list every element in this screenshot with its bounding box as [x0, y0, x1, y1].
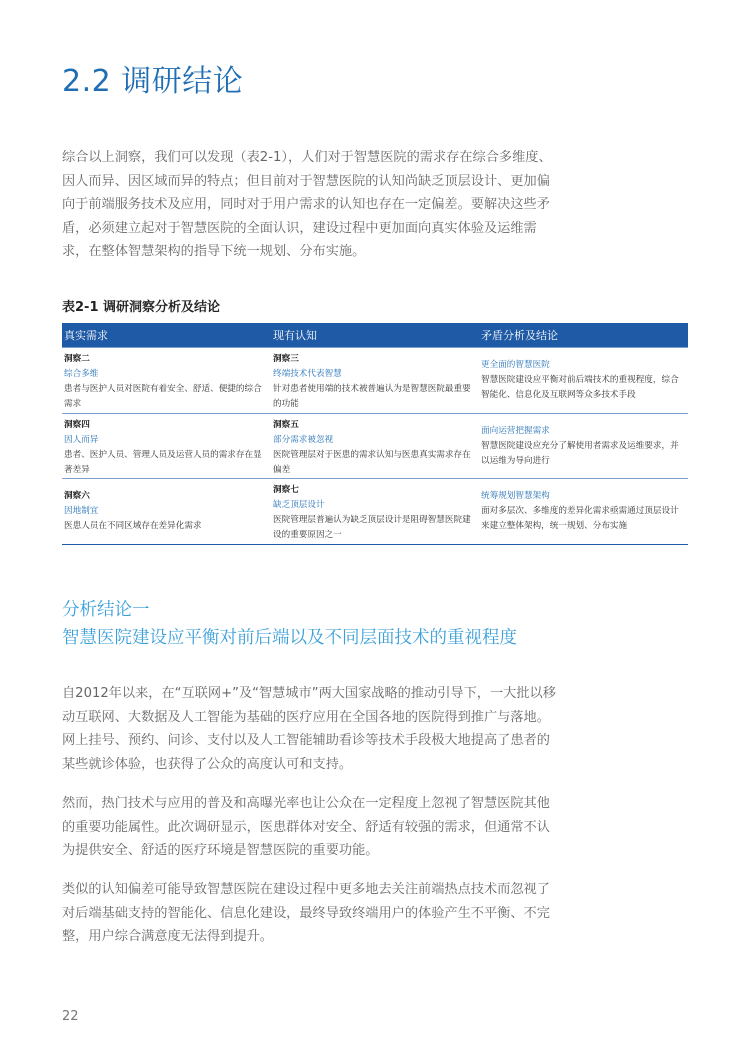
table-cell: [271, 348, 479, 413]
body-paragraph-3: 类似的认知偏差可能导致智慧医院在建设过程中更多地去关注前端热点技术而忽视了对后端基础支持的智能化、信息化建设，最终导致终端用户的体验产生不平衡、不完整，用户综合满意度无法得到提升。: [62, 882, 550, 944]
section-heading-line2: 智慧医院建设应平衡对前后端以及不同层面技术的重视程度: [62, 628, 517, 648]
insight-title: 洞察六: [64, 491, 90, 501]
table-cell: [479, 414, 688, 478]
table-cell: [271, 414, 479, 478]
insight-text: 医患人员在不同区域存在差异化需求: [64, 521, 202, 531]
table-row: [62, 413, 688, 478]
insight-subtitle: 因人而异: [64, 435, 99, 445]
insight-subtitle: 因地制宜: [64, 506, 99, 516]
insight-title: 洞察三: [273, 354, 299, 364]
insight-subtitle: 部分需求被忽视: [273, 435, 334, 445]
conclusion-text: 智慧医院建设应充分了解使用者需求及运维要求，并以运维为导向进行: [481, 440, 679, 466]
insight-subtitle: 综合多维: [64, 369, 99, 379]
insight-text: 医院管理层对于医患的需求认知与医患真实需求存在偏差: [273, 450, 471, 475]
conclusion-text: 面对多层次、多维度的差异化需求亟需通过顶层设计来建立整体架构，统一规划、分布实施: [481, 506, 679, 531]
insight-table: [62, 323, 688, 545]
table-header-current-cognition: 现有认知: [273, 329, 317, 342]
section-heading: [62, 596, 517, 652]
table-cell: [479, 348, 688, 413]
insight-subtitle: 缺乏顶层设计: [273, 500, 325, 510]
insight-text: 针对患者使用端的技术被普遍认为是智慧医院最重要的功能: [273, 384, 471, 409]
conclusion-subtitle: 统筹规划智慧架构: [481, 491, 550, 501]
insight-subtitle: 终端技术代表智慧: [273, 369, 342, 379]
insight-text: 医院管理层普遍认为缺乏顶层设计是阻碍智慧医院建设的重要原因之一: [273, 515, 471, 540]
insight-title: 洞察五: [273, 420, 299, 430]
table-cell: [271, 479, 479, 544]
page-number: 22: [62, 1009, 79, 1024]
table-cell: [62, 348, 271, 413]
intro-paragraph: 综合以上洞察，我们可以发现（表2-1），人们对于智慧医院的需求存在综合多维度、因人而异、因区域而异的特点；但目前对于智慧医院的认知尚缺乏顶层设计、更加偏向于前端服务技术及应用，同时对于用户需求的认知也存在一定偏差。要解决这些矛盾，必须建立起对于智慧医院的全面认识，建设过程中更加面向真实体验及运维需求，在整体智慧架构的指导下统一规划、分布实施。: [62, 150, 552, 259]
insight-text: 患者与医护人员对医院有着安全、舒适、便捷的综合需求: [64, 384, 262, 409]
body-paragraph-2: 然而，热门技术与应用的普及和高曝光率也让公众在一定程度上忽视了智慧医院其他的重要功能属性。此次调研显示，医患群体对安全、舒适有较强的需求，但通常不认为提供安全、舒适的医疗环境是智慧医院的重要功能。: [62, 796, 550, 858]
table-header-real-needs: 真实需求: [64, 329, 108, 342]
section-heading-line1: 分析结论一: [62, 600, 150, 620]
conclusion-subtitle: 更全面的智慧医院: [481, 360, 550, 370]
page-title: 2.2 调研结论: [62, 64, 244, 99]
table-header-row: [62, 323, 688, 347]
insight-text: 患者、医护人员、管理人员及运营人员的需求存在显著差异: [64, 450, 262, 475]
body-paragraph-1: 自2012年以来，在“互联网+”及“智慧城市”两大国家战略的推动引导下，一大批以移动互联网、大数据及人工智能为基础的医疗应用在全国各地的医院得到推广与落地。网上挂号、预约、问诊、支付以及人工智能辅助看诊等技术手段极大地提高了患者的某些就诊体验，也获得了公众的高度认可和支持。: [62, 686, 556, 772]
conclusion-text: 智慧医院建设应平衡对前后端技术的重视程度，综合智能化、信息化及互联网等众多技术手段: [481, 375, 679, 400]
conclusion-subtitle: 面向运营把握需求: [481, 425, 550, 436]
insight-title: 洞察二: [64, 354, 90, 364]
table-row: [62, 478, 688, 544]
table-header-conclusion: 矛盾分析及结论: [481, 329, 558, 342]
table-cell: [479, 479, 688, 544]
table-row: [62, 347, 688, 413]
insight-title: 洞察七: [273, 485, 299, 495]
insight-title: 洞察四: [64, 420, 90, 430]
table-caption: 表2-1 调研洞察分析及结论: [62, 300, 221, 315]
table-cell: [62, 479, 271, 544]
table-cell: [62, 414, 271, 478]
